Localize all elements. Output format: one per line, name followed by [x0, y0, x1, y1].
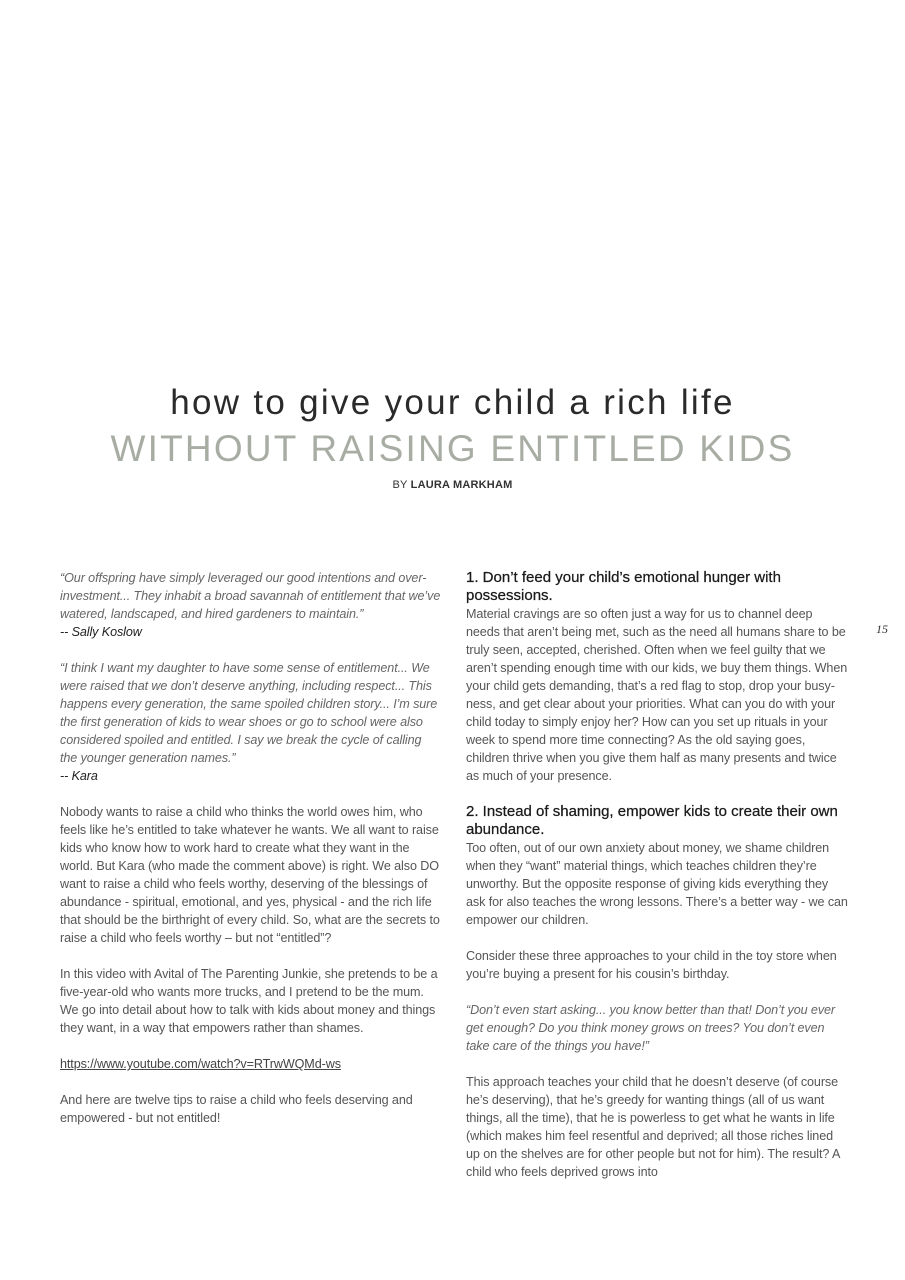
- author-name: LAURA MARKHAM: [410, 479, 513, 491]
- quote-koslow: “Our offspring have simply leveraged our good intentions and over-investment... They inhabit a broad savannah of entitlement that we’ve watered, landscaped, and hired gardeners to maintain.”: [60, 571, 441, 621]
- body-paragraph: Too often, out of our own anxiety about money, we shame children when they “want” material things, which teaches children they’re unworthy. But the opposite response of giving kids everything they ask for also teaches the wrong lessons. There’s a better way - we can empower our children.: [466, 841, 848, 927]
- body-paragraph: In this video with Avital of The Parenting Junkie, she pretends to be a five-year-old who wants more trucks, and I pretend to be the mum. We go into detail about how to talk with kids about money and things they want, in a way that empowers rather than shames.: [60, 967, 438, 1035]
- page-number: 15: [876, 622, 888, 636]
- article-title: how to give your child a rich life: [170, 383, 735, 422]
- quote-attribution: -- Kara: [60, 769, 98, 783]
- tip-heading-1: 1. Don’t feed your child’s emotional hunger with possessions.: [466, 569, 781, 604]
- video-link[interactable]: https://www.youtube.com/watch?v=RTrwWQMd-ws: [60, 1057, 341, 1071]
- right-column: [466, 569, 848, 1199]
- body-paragraph: Consider these three approaches to your child in the toy store when you’re buying a present for his cousin’s birthday.: [466, 949, 837, 981]
- body-paragraph: Material cravings are so often just a way for us to channel deep needs that aren’t being met, such as the need all humans share to be truly seen, accepted, cherished. Often when we feel guilty that we aren’t spending enough time with our kids, we buy them things. When your child gets demanding, that’s a red flag to stop, drop your busy-ness, and get clear about your priorities. What can you do with your child today to simply enjoy her? How can you set up rituals in your week to spend more time connecting? As the old saying goes, children thrive when you give them half as many presents and twice as much of your presence.: [466, 607, 848, 783]
- article-subtitle: WITHOUT RAISING ENTITLED KIDS: [110, 428, 795, 469]
- tip-heading-2: 2. Instead of shaming, empower kids to create their own abundance.: [466, 803, 838, 838]
- quote-attribution: -- Sally Koslow: [60, 625, 142, 639]
- body-paragraph: And here are twelve tips to raise a child who feels deserving and empowered - but not entitled!: [60, 1093, 413, 1125]
- body-paragraph: This approach teaches your child that he doesn’t deserve (of course he’s deserving), that he’s greedy for wanting things (all of us want things, all the time), that he is powerless to get what he wants in life (which makes him feel resentful and deprived; all those riches lined up on the shelves are for other people but not for him). The result? A child who feels deprived grows into: [466, 1075, 840, 1179]
- byline-prefix: BY: [392, 479, 408, 491]
- quote-kara: “I think I want my daughter to have some sense of entitlement... We were raised that we don’t deserve anything, including respect... This happens every generation, the same spoiled children story... I’m sure the first generation of kids to wear shoes or go to school were also considered spoiled and entitled. I say we break the cycle of calling the younger generation names.”: [60, 661, 438, 765]
- body-paragraph: Nobody wants to raise a child who thinks the world owes him, who feels like he’s entitled to take whatever he wants. We all want to raise kids who know how to work hard to create what they want in the world. But Kara (who made the comment above) is right. We also DO want to raise a child who feels worthy, deserving of the blessings of abundance - spiritual, emotional, and yes, physical - and the rich life that should be the birthright of every child. So, what are the secrets to raise a child who feels worthy – but not “entitled”?: [60, 805, 440, 945]
- example-quote: “Don’t even start asking... you know better than that! Don’t you ever get enough? Do you think money grows on trees? You don’t even take care of the things you have!”: [466, 1003, 836, 1053]
- byline: [0, 479, 905, 491]
- left-column: [60, 569, 442, 1145]
